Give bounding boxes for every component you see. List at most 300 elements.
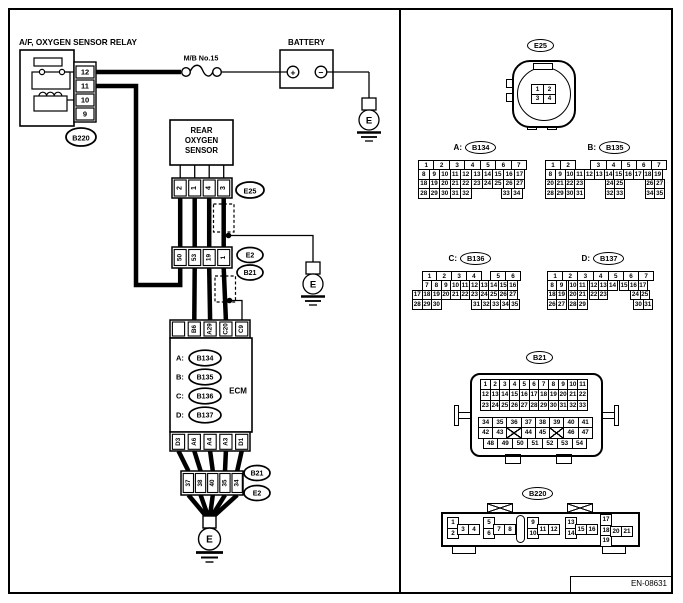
- pin-cell: 7: [651, 160, 667, 170]
- pin-cell: 52: [542, 438, 558, 449]
- pin-cell: 1: [545, 160, 561, 170]
- pin-cell: 6: [483, 528, 495, 540]
- sensor-label: OXYGEN: [184, 136, 219, 145]
- ground-letter: E: [365, 115, 373, 127]
- pin-cell: 18: [538, 389, 549, 400]
- connector-oval-label: B137: [196, 412, 214, 420]
- pin-label: C20: [222, 323, 230, 335]
- pin-cell: 18: [418, 179, 430, 189]
- pin-cell: 44: [521, 427, 536, 438]
- pin-cell: 9: [558, 379, 569, 390]
- pin-cell: 29: [556, 189, 564, 197]
- pin-cell: 30: [566, 189, 574, 197]
- sensor-label: SENSOR: [185, 146, 218, 155]
- pin-cell: 15: [499, 282, 507, 290]
- pin-cell: 19: [429, 179, 441, 189]
- pin-cell: 31: [576, 189, 584, 197]
- pin-cell: 15: [509, 389, 520, 400]
- pin-cell: 33: [577, 400, 588, 411]
- pin-cell: 32: [567, 400, 578, 411]
- pin-cell: 36: [506, 417, 521, 428]
- low-connector-row: [181, 466, 270, 501]
- pin-cell: 21: [621, 526, 633, 538]
- pin-cell: 34: [501, 300, 509, 308]
- connector-oval-b220: B220: [522, 487, 553, 500]
- pin-cell: 27: [509, 291, 517, 299]
- pin-cell: 27: [514, 179, 526, 189]
- connector-oval-b21: B21: [526, 351, 553, 364]
- pin-label: 50: [176, 253, 184, 262]
- pin-cell: 30: [548, 400, 559, 411]
- pin-cell: 1: [531, 84, 544, 95]
- pin-cell: 46: [563, 427, 578, 438]
- connector-row: [480, 400, 588, 411]
- connector-header-b135: [554, 141, 664, 154]
- pin-cell: 13: [565, 517, 577, 529]
- pin-cell: 18: [644, 171, 652, 179]
- pin-cell: 11: [450, 169, 462, 179]
- relay-pin-label: 9: [82, 109, 88, 119]
- pin-cell: 10: [567, 379, 578, 390]
- ecm-connector-prefix: C:: [176, 391, 184, 401]
- pin-cell: 26: [503, 179, 515, 189]
- pin-cell: 31: [473, 300, 481, 308]
- pin-cell: 17: [634, 171, 642, 179]
- pin-cell: 24: [480, 291, 488, 299]
- battery-label: BATTERY: [288, 38, 325, 47]
- pin-cell: 11: [577, 379, 588, 390]
- pin-cell: 17: [413, 291, 421, 299]
- pin-cell: 20: [569, 291, 577, 299]
- b21-side-tab: [602, 412, 615, 419]
- connector-oval-b137: B137: [593, 252, 624, 265]
- pin-cell: 15: [615, 171, 623, 179]
- pin-cell: 20: [558, 389, 569, 400]
- pin-label: 40: [209, 479, 217, 487]
- pin-cell: 11: [574, 169, 585, 179]
- figure-code: EN-08631: [570, 576, 671, 592]
- pin-cell: 26: [646, 180, 654, 188]
- pin-label: C9: [238, 325, 246, 333]
- pin-cell: 43: [492, 427, 507, 438]
- pin-cell: 25: [641, 291, 649, 299]
- pin-cell: 4: [606, 160, 622, 170]
- pin-cell: 8: [431, 280, 442, 290]
- pin-cell: 25: [616, 180, 624, 188]
- pin-cell: 25: [492, 179, 504, 189]
- relay-pin-label: 11: [81, 81, 89, 91]
- pin-cell: 26: [548, 300, 556, 308]
- pin-cell: 23: [576, 180, 584, 188]
- pin-cell: 42: [478, 427, 493, 438]
- pin-label: 1: [191, 186, 199, 190]
- e25-key-notch: [533, 63, 553, 70]
- pin-cell: 47: [578, 427, 593, 438]
- fuse-terminal: [182, 68, 191, 77]
- pin-cell: 51: [527, 438, 543, 449]
- pin-cell: 10: [527, 528, 539, 540]
- pin-cell: 17: [514, 169, 526, 179]
- ecm-connector-prefix: A:: [176, 353, 184, 363]
- pin-cell: 5: [608, 271, 624, 281]
- relay-pin-label: 10: [80, 95, 90, 105]
- pin-label: D3: [175, 437, 182, 446]
- ground-letter: E: [206, 534, 213, 546]
- pin-cell: 27: [519, 400, 530, 411]
- pin-cell: 48: [483, 438, 499, 449]
- pin-grid-b134: [418, 160, 527, 199]
- pin-cell: 24: [606, 180, 614, 188]
- connector-oval-label: E2: [252, 490, 262, 498]
- pin-cell: 28: [569, 300, 577, 308]
- fuse-label: M/B No.15: [183, 53, 219, 63]
- pin-cell: 8: [504, 524, 516, 536]
- pin-cell: 16: [519, 389, 530, 400]
- pin-cell: 5: [519, 379, 530, 390]
- pin-cell: 27: [656, 180, 664, 188]
- e25-pin-grid: [531, 84, 556, 104]
- connector-row: [545, 188, 667, 198]
- pin-gap: [471, 188, 502, 198]
- pin-cell: 8: [548, 379, 559, 390]
- pin-label: 38: [197, 479, 204, 487]
- pin-label: 4: [205, 186, 213, 190]
- pin-cell: 40: [563, 417, 578, 428]
- pin-cell: 6: [505, 271, 521, 281]
- pin-cell: 39: [549, 417, 564, 428]
- relay-pin-label: 12: [80, 67, 90, 77]
- pin-cell: 18: [600, 525, 612, 537]
- connector-header-b136: [415, 252, 525, 265]
- pin-cell: 18: [548, 291, 556, 299]
- e25-connector-row: [172, 178, 264, 198]
- pin-grid-b21-bottom: [478, 417, 593, 449]
- pin-label: A29: [206, 323, 214, 335]
- pin-label: B6: [190, 325, 198, 333]
- junction-dot: [226, 233, 232, 239]
- battery: [280, 38, 333, 88]
- pin-cell: 33: [616, 189, 624, 197]
- pin-cell: 30: [634, 300, 642, 308]
- pin-label: D1: [238, 437, 246, 446]
- pin-cell: 2: [447, 528, 459, 540]
- minus-symbol: −: [318, 67, 324, 78]
- pin-cell: 6: [529, 379, 540, 390]
- relay-contact: [59, 69, 64, 74]
- pin-cell: 2: [433, 160, 449, 170]
- pin-cell: 8: [545, 169, 556, 179]
- pin-cell: 10: [566, 171, 574, 179]
- connector-oval-label: B21: [243, 270, 257, 277]
- pin-cell: 6: [623, 271, 639, 281]
- connector-oval-label: E25: [243, 186, 257, 196]
- pin-cell: 27: [558, 300, 566, 308]
- pin-cell: 6: [495, 160, 511, 170]
- pin-cell: 29: [538, 400, 549, 411]
- relay-title: A/F, OXYGEN SENSOR RELAY: [19, 38, 137, 47]
- pin-grid-b137: [547, 271, 654, 310]
- pin-cell: 1: [480, 379, 491, 390]
- pin-cell: 28: [546, 189, 554, 197]
- pin-cell: 16: [624, 171, 632, 179]
- pin-cell: 16: [509, 282, 517, 290]
- connector-oval-b136: B136: [460, 252, 491, 265]
- pin-cell: 3: [451, 271, 467, 281]
- pin-cell: 19: [654, 171, 662, 179]
- pin-cell: 16: [629, 282, 637, 290]
- connector-prefix: C:: [448, 254, 457, 263]
- pin-cell: 37: [521, 417, 536, 428]
- pin-cell: 4: [509, 379, 520, 390]
- pin-cell: 5: [480, 160, 496, 170]
- pin-cell: 31: [558, 400, 569, 411]
- wire-relay11-to-pin50: [96, 86, 180, 285]
- pin-cell: 45: [535, 427, 550, 438]
- connector-oval-label: B220: [72, 133, 90, 143]
- pin-cell: 29: [423, 300, 431, 308]
- pin-cell: 24: [482, 179, 494, 189]
- pin-cell: 19: [558, 291, 566, 299]
- mid-connector-row: [172, 247, 263, 280]
- pin-cell: 33: [501, 188, 513, 198]
- pin-cell: 4: [464, 160, 480, 170]
- pin-cell: 12: [585, 171, 593, 179]
- pin-cell: 20: [439, 179, 451, 189]
- connector-prefix: B:: [587, 143, 596, 152]
- pin-cell: 29: [429, 188, 441, 198]
- pin-cell: 28: [529, 400, 540, 411]
- pin-cell: 2: [560, 160, 576, 170]
- pin-cell: 3: [590, 160, 606, 170]
- pin-label: 19: [205, 253, 213, 262]
- pin-cell: 9: [429, 169, 441, 179]
- pin-cell: 34: [646, 189, 654, 197]
- pin-cell: 4: [593, 271, 609, 281]
- pin-cell: 1: [422, 271, 438, 281]
- pin-cell: 26: [509, 400, 520, 411]
- pin-cell: 7: [422, 280, 433, 290]
- pin-cell: 35: [511, 300, 519, 308]
- b220-pin-groups: [441, 512, 640, 547]
- pin-cell: 3: [577, 271, 593, 281]
- pin-cell: 22: [460, 179, 472, 189]
- pin-cell: 4: [466, 271, 482, 281]
- pin-cell: 33: [492, 300, 500, 308]
- relay-contact: [39, 69, 44, 74]
- pin-cell: 13: [471, 169, 483, 179]
- pin-cell: 22: [590, 291, 598, 299]
- pin-cell: 14: [490, 282, 498, 290]
- fuse-element: [190, 65, 213, 76]
- pin-label: A3: [222, 437, 230, 446]
- pin-cell: 10: [439, 169, 451, 179]
- pin-cell: 14: [499, 389, 510, 400]
- rear-oxygen-sensor: [170, 120, 233, 165]
- pin-cell: 2: [543, 84, 556, 95]
- pin-gap: [587, 299, 635, 309]
- pin-cell: 29: [578, 300, 586, 308]
- pin-grid-b135: [545, 160, 667, 199]
- pin-cell: 23: [471, 179, 483, 189]
- pin-label: 1: [220, 255, 228, 260]
- pin-cell: 13: [595, 171, 603, 179]
- pin-cell: 22: [566, 180, 574, 188]
- pin-cell: 2: [436, 271, 452, 281]
- pin-cell: 15: [492, 169, 504, 179]
- pin-cell: 21: [556, 180, 564, 188]
- pin-cell: 31: [644, 300, 652, 308]
- connector-row: [478, 438, 593, 449]
- pin-cell: 32: [460, 188, 472, 198]
- pin-label: 2: [176, 186, 184, 190]
- pin-cell: 3: [499, 379, 510, 390]
- connector-oval-label: B134: [196, 355, 214, 363]
- pin-cell: 32: [482, 300, 490, 308]
- pin-cell: 20: [546, 180, 554, 188]
- pin-label: 37: [184, 479, 192, 487]
- ground-symbol-battery: [357, 98, 381, 141]
- pin-cell: 19: [600, 535, 612, 547]
- connector-row: [412, 299, 521, 309]
- pin-cell: 11: [537, 524, 549, 536]
- pin-cell: 21: [567, 389, 578, 400]
- connector-oval-b134: B134: [465, 141, 496, 154]
- pin-cell: 17: [600, 514, 612, 526]
- pin-cell: 4: [543, 94, 556, 105]
- pin-cell: 16: [586, 524, 598, 536]
- pin-cell: 1: [547, 271, 563, 281]
- pin-cell: 14: [482, 169, 494, 179]
- pin-cell: 5: [490, 271, 506, 281]
- pin-grid-b21-top: [480, 379, 588, 411]
- pin-cell: 20: [610, 526, 622, 538]
- pin-gap: [441, 299, 473, 309]
- pin-cell: 19: [548, 389, 559, 400]
- pin-cell: 15: [575, 524, 587, 536]
- connector-header-b137: [548, 252, 658, 265]
- pin-cell: 35: [492, 417, 507, 428]
- pin-cell: 23: [599, 291, 607, 299]
- pin-cell: 17: [639, 282, 647, 290]
- pin-cell: 38: [535, 417, 550, 428]
- pin-cell: 31: [450, 188, 462, 198]
- ecm-block: [170, 320, 252, 451]
- pin-cell: 14: [609, 282, 617, 290]
- pin-cell: 22: [577, 389, 588, 400]
- connector-row: [418, 188, 527, 198]
- plus-symbol: +: [290, 67, 296, 78]
- connector-oval-label: E2: [245, 252, 255, 260]
- pin-label: 53: [191, 253, 199, 262]
- pin-gap: [584, 188, 606, 198]
- pin-cell: 3: [449, 160, 465, 170]
- pin-cell: 50: [512, 438, 528, 449]
- pin-label: 3: [220, 186, 228, 190]
- pin-cell: 32: [606, 189, 614, 197]
- relay-contact-box: [32, 72, 70, 89]
- pin-cell: 2: [490, 379, 501, 390]
- connector-header-b134: [420, 141, 530, 154]
- pin-cell: 10: [451, 282, 459, 290]
- af-oxygen-sensor-relay: [19, 38, 138, 146]
- pin-cell: 11: [579, 282, 586, 290]
- pin-cell: 25: [499, 400, 510, 411]
- connector-prefix: A:: [453, 143, 462, 152]
- pin-cell: 7: [511, 160, 527, 170]
- connector-oval-label: B21: [250, 470, 264, 478]
- pin-cell: 3: [457, 524, 469, 536]
- pin-cell: 10: [569, 282, 577, 290]
- pin-cell: 12: [548, 524, 560, 536]
- pin-cell: 34: [478, 417, 493, 428]
- pin-cell: 24: [631, 291, 639, 299]
- pin-label: A6: [190, 437, 198, 446]
- pin-cell: 21: [451, 291, 459, 299]
- pin-cell: 28: [413, 300, 421, 308]
- pin-grid-b136: [412, 271, 521, 310]
- pin-cell: 9: [441, 280, 452, 290]
- pin-cell: 35: [656, 189, 664, 197]
- pin-cell: 54: [572, 438, 588, 449]
- fuse-terminal: [213, 68, 222, 77]
- pin-cell: 1: [418, 160, 434, 170]
- ecm-connector-prefix: D:: [176, 410, 184, 420]
- pin-label: 34: [233, 479, 241, 487]
- pin-cell: 7: [638, 271, 654, 281]
- pin-cell: 24: [490, 400, 501, 411]
- pin-cell: 30: [432, 300, 440, 308]
- pin-cell: 12: [590, 282, 598, 290]
- pin-cell: 13: [480, 282, 488, 290]
- ecm-connector-prefix: B:: [176, 372, 184, 382]
- pin-cell: 2: [562, 271, 578, 281]
- pin-cell: 7: [493, 524, 505, 536]
- pin-cell: 13: [599, 282, 607, 290]
- ground-symbol-shield: [301, 262, 325, 305]
- pin-cell: 5: [483, 517, 495, 529]
- pin-cell: 30: [439, 188, 451, 198]
- b220-key-divider: [516, 515, 525, 543]
- ground-letter: E: [309, 279, 317, 291]
- pin-cell: 13: [490, 389, 501, 400]
- pin-cell: 15: [620, 282, 628, 290]
- pin-cell: 16: [503, 169, 515, 179]
- pin-cell: 23: [480, 400, 491, 411]
- pin-cell: 6: [636, 160, 652, 170]
- relay-coil-box: [34, 96, 67, 111]
- pin-cell: 4: [468, 524, 480, 536]
- pin-cell: 14: [565, 528, 577, 540]
- pin-cell: 14: [605, 171, 613, 179]
- ecm-label: ECM: [229, 386, 247, 396]
- fuse-mb15: [182, 54, 222, 77]
- pin-cell: 5: [621, 160, 637, 170]
- pin-cell: 41: [578, 417, 593, 428]
- pin-cell: 28: [418, 188, 430, 198]
- pin-cell: 23: [471, 291, 479, 299]
- pin-cell: 21: [450, 179, 462, 189]
- junction-dot: [227, 298, 233, 304]
- pin-cell: 17: [529, 389, 540, 400]
- pin-cell: 7: [538, 379, 549, 390]
- connector-oval-label: B136: [196, 393, 214, 401]
- pin-cell: 18: [423, 291, 431, 299]
- pin-cell: 12: [471, 282, 479, 290]
- connector-oval-b135: B135: [599, 141, 630, 154]
- pin-label: 35: [221, 479, 229, 487]
- pin-cell: 26: [499, 291, 507, 299]
- relay-armature: [34, 58, 62, 66]
